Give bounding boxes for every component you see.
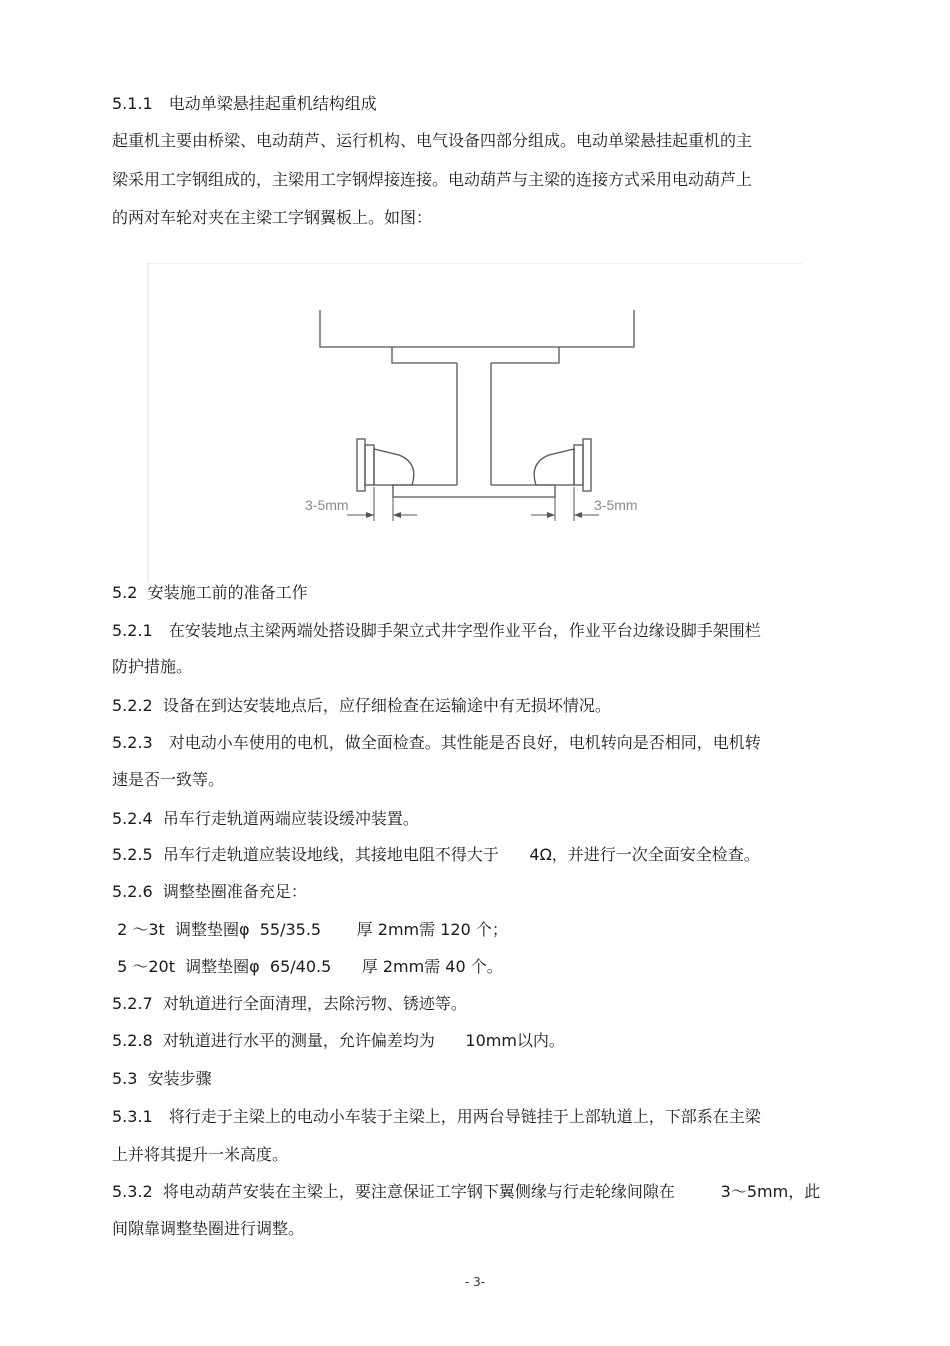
- right-gap-label: 3-5mm: [594, 497, 638, 513]
- section-heading-5-3: 5.3 安装步骤: [112, 1069, 212, 1088]
- i-beam-top-flange-left: [392, 347, 457, 363]
- arrowhead: [366, 512, 374, 518]
- washer-spec-line: 2 ～3t 调整垫圈φ 55/35.5 厚 2mm需 120 个；: [112, 920, 508, 939]
- item-5-3-1-cont: 上并将其提升一米高度。: [112, 1145, 289, 1164]
- i-beam-trolley-diagram: [147, 263, 802, 583]
- washer-spec-line: 5 ～20t 调整垫圈φ 65/40.5 厚 2mm需 40 个。: [112, 957, 503, 976]
- page-number: - 3-: [464, 1275, 486, 1289]
- arrowhead: [574, 512, 582, 518]
- item-5-2-5: 5.2.5 吊车行走轨道应装设地线，其接地电阻不得大于 4Ω，并进行一次全面安全检查。: [112, 845, 760, 864]
- item-5-3-2-cont: 间隙靠调整垫圈进行调整。: [112, 1219, 305, 1238]
- left-wheel-rim: [374, 449, 414, 485]
- item-5-3-2: 5.3.2 将电动葫芦安装在主梁上，要注意保证工字钢下翼侧缘与行走轮缘间隙在 3～5mm，此: [112, 1182, 821, 1201]
- right-wheel-rim: [534, 449, 574, 485]
- i-beam-bottom-flange: [393, 485, 555, 497]
- item-5-2-7: 5.2.7 对轨道进行全面清理，去除污物、锈迹等。: [112, 994, 467, 1013]
- item-5-2-4: 5.2.4 吊车行走轨道两端应装设缓冲装置。: [112, 809, 419, 828]
- section-heading-5-2: 5.2 安装施工前的准备工作: [112, 583, 308, 602]
- diagram-svg: [147, 263, 802, 583]
- left-wheel-hub: [365, 445, 374, 485]
- item-5-2-3: 5.2.3 对电动小车使用的电机，做全面检查。其性能是否良好，电机转向是否相同，电机转: [112, 733, 761, 752]
- paragraph-line: 起重机主要由桥梁、电动葫芦、运行机构、电气设备四部分组成。电动单梁悬挂起重机的主: [112, 131, 753, 150]
- item-5-2-1: 5.2.1 在安装地点主梁两端处搭设脚手架立式井字型作业平台，作业平台边缘设脚手架围栏: [112, 621, 761, 640]
- arrowhead: [393, 512, 401, 518]
- hoist-frame: [320, 310, 634, 347]
- paragraph-line: 梁采用工字钢组成的，主梁用工字钢焊接连接。电动葫芦与主梁的连接方式采用电动葫芦上: [112, 170, 753, 189]
- item-5-2-6: 5.2.6 调整垫圈准备充足：: [112, 882, 307, 901]
- item-5-2-3-cont: 速是否一致等。: [112, 770, 225, 789]
- left-wheel-plate: [357, 439, 365, 491]
- left-gap-label: 3-5mm: [305, 497, 349, 513]
- item-5-2-8: 5.2.8 对轨道进行水平的测量，允许偏差均为 10mm以内。: [112, 1031, 565, 1050]
- arrowhead: [547, 512, 555, 518]
- item-5-3-1: 5.3.1 将行走于主梁上的电动小车装于主梁上，用两台导链挂于上部轨道上，下部系在主梁: [112, 1107, 761, 1126]
- right-wheel-plate: [583, 439, 591, 491]
- item-5-2-1-cont: 防护措施。: [112, 657, 193, 676]
- item-5-2-2: 5.2.2 设备在到达安装地点后，应仔细检查在运输途中有无损坏情况。: [112, 696, 611, 715]
- i-beam-top-flange-right: [491, 347, 559, 363]
- right-wheel-hub: [574, 445, 583, 485]
- paragraph-line: 的两对车轮对夹在主梁工字钢翼板上。如图：: [112, 208, 433, 227]
- section-heading-5-1-1: 5.1.1 电动单梁悬挂起重机结构组成: [112, 94, 377, 113]
